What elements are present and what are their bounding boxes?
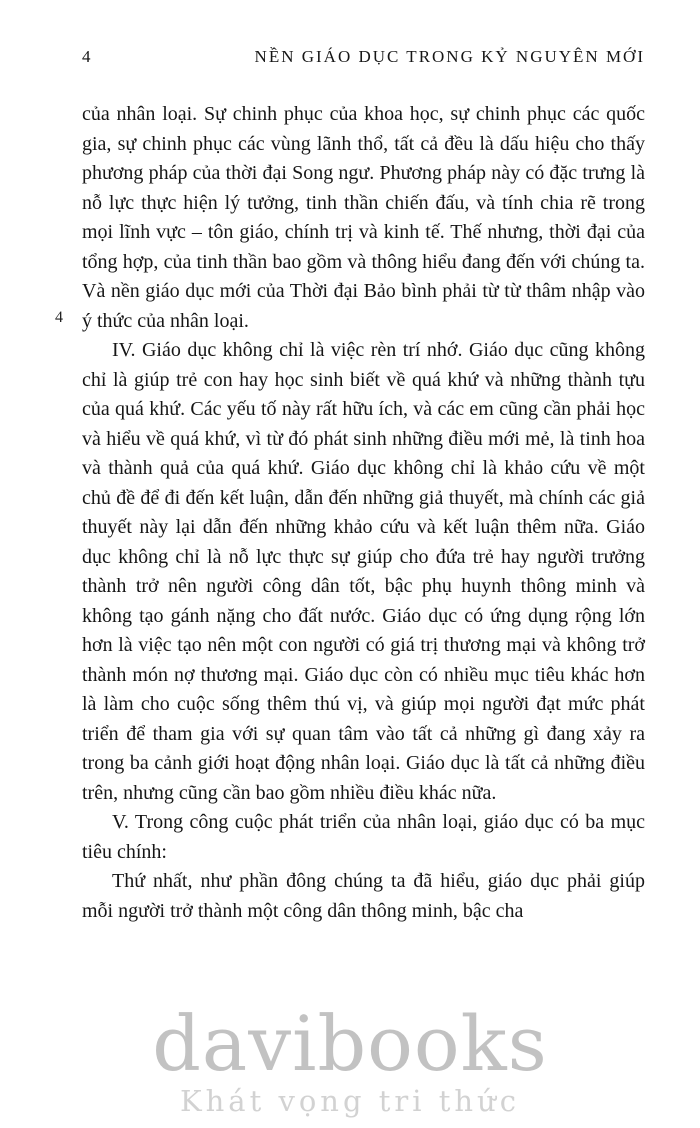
watermark-tagline: Khát vọng tri thức xyxy=(179,1084,521,1118)
page-body xyxy=(82,100,645,926)
margin-note: 4 xyxy=(55,309,63,326)
paragraph: IV. Giáo dục không chỉ là việc rèn trí nhớ. Giáo dục cũng không chỉ là giúp trẻ con hay học sinh biết về quá khứ và những thành tựu của quá khứ. Các yếu tố này rất hữu ích, và các em cũng cần phải học và hiểu về quá khứ, vì từ đó phát sinh những điều mới mẻ, là tinh hoa và thành quả của quá khứ. Giáo dục không chỉ là khảo cứu về một chủ đề để đi đến kết luận, dẫn đến những giả thuyết, mà chính các giả thuyết này lại dẫn đến những khảo cứu và kết luận thêm nữa. Giáo dục không chỉ là nỗ lực thực sự giúp cho đứa trẻ hay người trưởng thành trở nên người công dân tốt, bậc phụ huynh thông minh và không tạo gánh nặng cho đất nước. Giáo dục có ứng dụng rộng lớn hơn là việc tạo nên một con người có giá trị thương mại và không trở thành món nợ thương mại. Giáo dục còn có nhiều mục tiêu khác hơn là làm cho cuộc sống thêm thú vị, và giúp mọi người đạt mức phát triển để tham gia với sự quan tâm vào tất cả những gì đang xảy ra trong ba cảnh giới hoạt động nhân loại. Giáo dục là tất cả những điều trên, nhưng cũng cần bao gồm nhiều điều khác nữa. xyxy=(82,339,645,804)
running-title: NỀN GIÁO DỤC TRONG KỶ NGUYÊN MỚI xyxy=(254,47,645,66)
watermark xyxy=(0,999,700,1118)
paragraph: V. Trong công cuộc phát triển của nhân loại, giáo dục có ba mục tiêu chính: xyxy=(82,811,645,863)
paragraph: Thứ nhất, như phần đông chúng ta đã hiểu, giáo dục phải giúp mỗi người trở thành một công dân thông minh, bậc cha xyxy=(82,870,645,922)
watermark-logo: davibooks xyxy=(152,999,548,1088)
page-header xyxy=(82,47,645,67)
paragraph: của nhân loại. Sự chinh phục của khoa học, sự chinh phục các quốc gia, sự chinh phục các vùng lãnh thổ, tất cả đều là dấu hiệu cho thấy phương pháp của thời đại Song ngư. Phương pháp này có đặc trưng là nỗ lực thực hiện lý tưởng, tinh thần chiến đấu, và tính chia rẽ trong mọi lĩnh vực – tôn giáo, chính trị và kinh tế. Thế nhưng, thời đại của tổng hợp, của tinh thần bao gồm và thông hiểu đang đến với chúng ta. Và nền giáo dục mới của Thời đại Bảo bình phải từ từ thâm nhập vào ý thức của nhân loại. xyxy=(82,103,645,332)
page-number: 4 xyxy=(82,47,91,66)
